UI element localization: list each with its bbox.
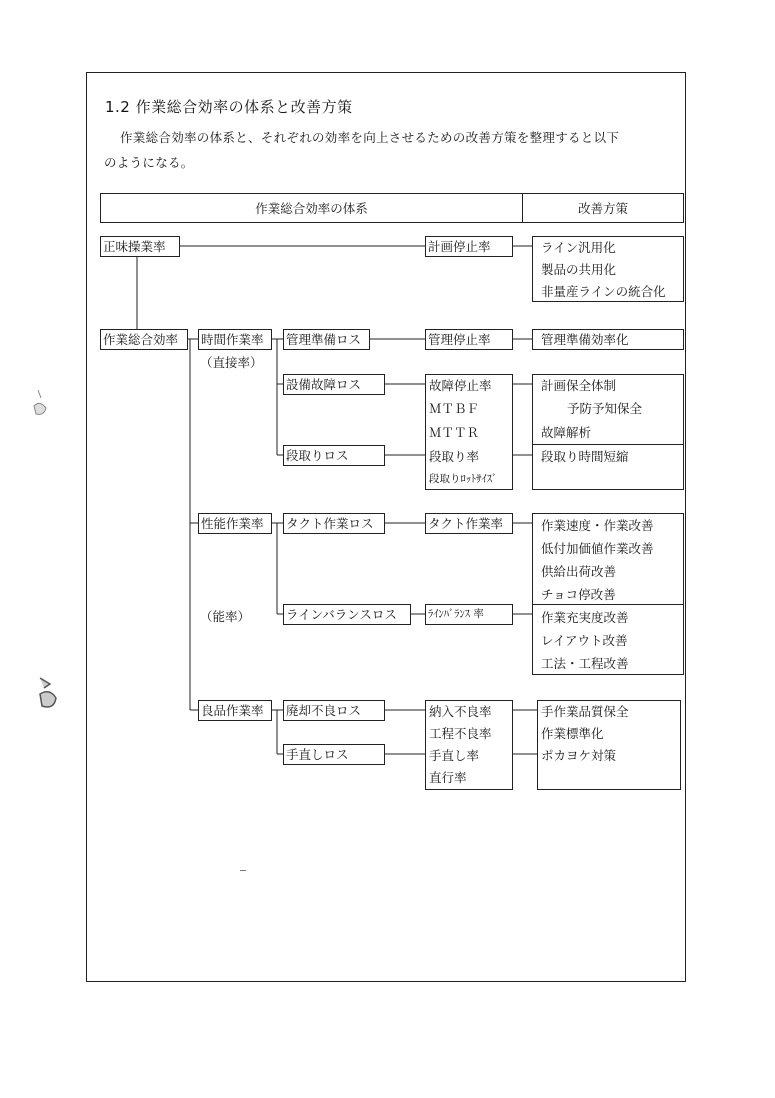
loss-defect-label: 廃却不良ロス [286,703,362,718]
indicator-planned-stop [425,236,513,257]
indicator-mgmt-stop-label: 管理停止率 [428,332,491,347]
measure-minor-stops: チョコ停改善 [541,587,616,602]
node-quality-rate [198,700,272,721]
measure-low-value: 低付加価値作業改善 [541,541,654,556]
indicator-process-defect: 工程不良率 [429,726,492,741]
scan-speck [36,672,62,716]
measure-line-integration: 非量産ラインの統合化 [541,284,666,299]
indicator-rework-rate: 手直し率 [429,748,480,763]
indicator-planned-stop-label: 計画停止率 [428,239,491,254]
indicator-group-equipment [425,374,513,490]
measure-process-method: 工法・工程改善 [541,656,629,671]
node-overall-efficiency-label: 作業総合効率 [103,332,179,347]
indicator-mgmt-stop [425,329,513,350]
intro-line-1: 作業総合効率の体系と、それぞれの効率を向上させるための改善方策を整理すると以下 [120,130,620,145]
loss-tact [283,513,385,534]
loss-rework-label: 手直しロス [286,747,349,762]
loss-management-label: 管理準備ロス [286,332,362,347]
indicator-incoming-defect: 納入不良率 [429,704,492,719]
measure-divider [533,444,683,445]
indicator-line-balance-rate [425,604,513,625]
measure-manual-quality: 手作業品質保全 [541,704,629,719]
measure-product-sharing: 製品の共用化 [541,262,617,277]
loss-setup-label: 段取りロス [286,448,349,463]
loss-tact-label: タクト作業ロス [286,516,374,531]
node-time-rate-label: 時間作業率 [201,332,264,347]
node-quality-rate-label: 良品作業率 [201,703,264,718]
node-net-operation-rate [100,236,180,257]
node-performance-rate [198,513,272,534]
intro-line-2: のようになる。 [104,155,194,170]
measure-failure-analysis: 故障解析 [541,425,592,440]
node-overall-efficiency [100,329,188,350]
indicator-tact-rate-label: タクト作業率 [428,516,504,531]
loss-setup [283,445,385,466]
measure-group-quality [537,700,681,790]
measure-work-fulfillment: 作業充実度改善 [541,610,629,625]
loss-management [283,329,370,350]
scan-speck [240,870,246,871]
measure-group-performance [532,513,684,675]
node-performance-rate-label: 性能作業率 [201,516,264,531]
performance-rate-note: （能率） [200,609,251,624]
measure-pokayoke: ポカヨケ対策 [541,748,617,763]
measure-group-maintenance [532,374,684,490]
node-time-rate [198,329,272,350]
header-measures-label: 改善方策 [577,201,628,216]
loss-defect [283,700,385,721]
measure-speed: 作業速度・作業改善 [541,518,654,533]
measure-supply-shipping: 供給出荷改善 [541,564,617,579]
loss-breakdown-label: 設備故障ロス [286,377,362,392]
indicator-tact-rate [425,513,513,534]
measure-predictive-maintenance: 予防予知保全 [567,401,643,416]
measure-mgmt [532,329,684,350]
indicator-setup-lot: 段取りﾛｯﾄｻｲｽﾞ [429,473,498,485]
header-system-label: 作業総合効率の体系 [255,201,368,216]
indicator-line-balance-rate-label: ﾗｲﾝﾊﾞﾗﾝｽ 率 [428,608,484,620]
measure-planned-maintenance: 計画保全体制 [541,378,617,393]
measure-mgmt-label: 管理準備効率化 [541,332,629,347]
measure-divider [533,604,683,605]
loss-line-balance [283,604,411,625]
measure-line-general: ライン汎用化 [541,240,616,255]
loss-breakdown [283,374,385,395]
indicator-mtbf: ＭＴＢＦ [429,401,480,416]
indicator-setup-rate: 段取り率 [429,449,480,464]
measure-group-line [532,236,684,302]
section-heading: 1.2 作業総合効率の体系と改善方策 [105,98,353,116]
indicator-group-quality [425,700,513,790]
node-net-operation-rate-label: 正味操業率 [103,239,166,254]
measure-setup-time: 段取り時間短縮 [541,449,629,464]
time-rate-note: （直接率） [200,355,263,370]
measure-layout: レイアウト改善 [541,633,628,648]
measure-standardization: 作業標準化 [541,726,604,741]
indicator-mttr: ＭＴＴＲ [429,425,480,440]
indicator-failure-stop: 故障停止率 [429,378,492,393]
indicator-first-pass: 直行率 [429,770,467,785]
scan-speck [28,388,52,418]
loss-line-balance-label: ラインバランスロス [286,607,397,622]
loss-rework [283,744,385,765]
